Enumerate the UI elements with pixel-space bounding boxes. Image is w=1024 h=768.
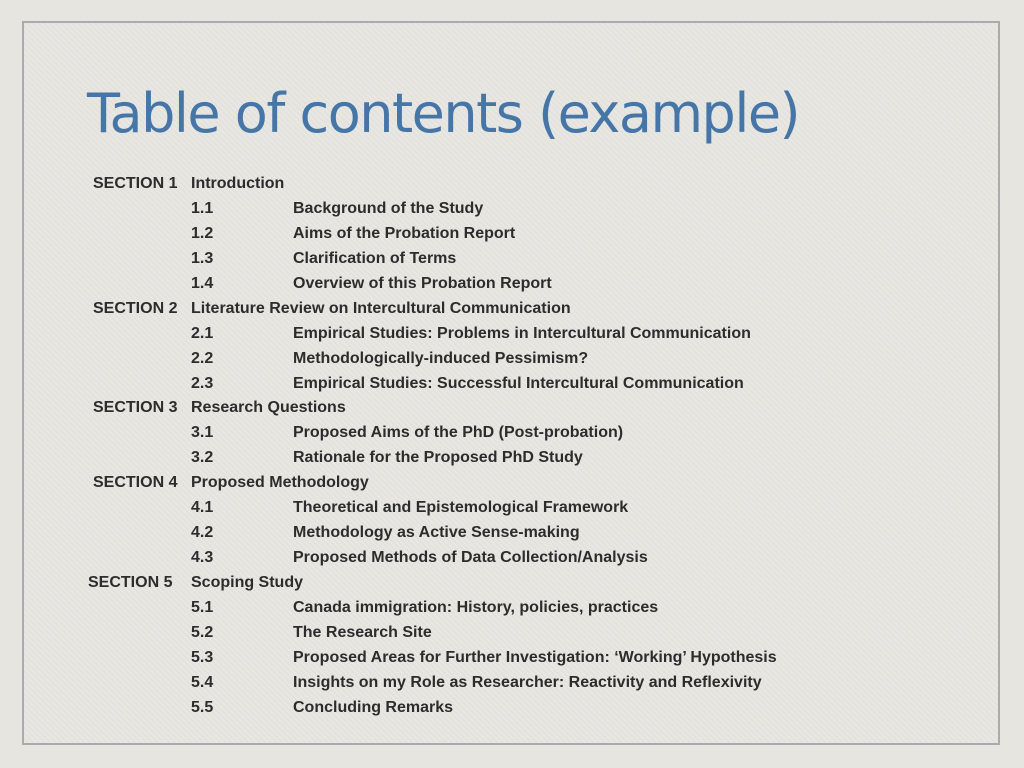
item-number: 2.3 [191, 374, 214, 392]
item-number: 1.2 [191, 224, 214, 242]
toc-item-row [88, 546, 988, 571]
section-title: Introduction [191, 175, 285, 192]
item-title: Proposed Areas for Further Investigation: ‘Working’ Hypothesis [293, 648, 777, 666]
item-title: Methodology as Active Sense-making [293, 524, 580, 542]
section-title: Scoping Study [191, 574, 303, 591]
item-title: The Research Site [293, 623, 432, 641]
item-number: 4.2 [191, 524, 214, 542]
toc-item-row [88, 222, 988, 247]
item-number: 5.5 [191, 698, 214, 716]
toc-item-row [88, 372, 988, 397]
item-number: 5.2 [191, 623, 214, 641]
item-title: Rationale for the Proposed PhD Study [293, 449, 583, 467]
toc-item-row [88, 696, 988, 721]
toc-section-row [88, 297, 988, 322]
toc-item-row [88, 496, 988, 521]
toc-item-row [88, 646, 988, 671]
section-label: SECTION 3 [93, 399, 178, 417]
toc-item-row [88, 421, 988, 446]
item-number: 2.2 [191, 349, 214, 367]
section-label: SECTION 4 [93, 474, 178, 492]
toc-item-row [88, 322, 988, 347]
item-number: 1.3 [191, 249, 214, 267]
toc-item-row [88, 446, 988, 471]
toc-item-row [88, 596, 988, 621]
item-title: Insights on my Role as Researcher: Reactivity and Reflexivity [293, 673, 762, 691]
item-number: 4.1 [191, 499, 214, 517]
item-number: 5.3 [191, 648, 214, 666]
item-title: Aims of the Probation Report [293, 224, 516, 242]
toc-section-row [88, 396, 988, 421]
section-label: SECTION 1 [93, 175, 178, 192]
item-number: 5.1 [191, 598, 214, 616]
item-number: 1.4 [191, 274, 214, 292]
item-title: Proposed Aims of the PhD (Post-probation) [293, 424, 624, 442]
section-title: Research Questions [191, 399, 346, 417]
item-number: 5.4 [191, 673, 214, 691]
section-title: Literature Review on Intercultural Communication [191, 299, 571, 317]
item-title: Empirical Studies: Problems in Intercultural Communication [293, 324, 751, 342]
item-number: 3.2 [191, 449, 214, 467]
toc-item-row [88, 671, 988, 696]
item-title: Empirical Studies: Successful Intercultural Communication [293, 374, 744, 392]
item-title: Background of the Study [293, 199, 484, 217]
toc-item-row [88, 272, 988, 297]
toc-item-row [88, 247, 988, 272]
item-title: Overview of this Probation Report [293, 274, 552, 292]
toc-item-row [88, 197, 988, 222]
toc-item-row [88, 621, 988, 646]
item-number: 4.3 [191, 549, 214, 567]
section-title: Proposed Methodology [191, 474, 369, 492]
toc-item-row [88, 521, 988, 546]
toc-section-row [88, 571, 988, 596]
item-title: Concluding Remarks [293, 698, 454, 716]
item-title: Proposed Methods of Data Collection/Analysis [293, 549, 648, 567]
item-number: 2.1 [191, 324, 214, 342]
toc-section-row [88, 172, 988, 197]
slide-title: Table of contents (example) [87, 82, 800, 145]
item-title: Clarification of Terms [293, 249, 457, 267]
toc-item-row [88, 347, 988, 372]
item-title: Theoretical and Epistemological Framework [293, 499, 629, 517]
item-title: Canada immigration: History, policies, practices [293, 598, 659, 616]
item-number: 3.1 [191, 424, 214, 442]
item-title: Methodologically-induced Pessimism? [293, 349, 589, 367]
item-number: 1.1 [191, 199, 214, 217]
table-of-contents [88, 172, 988, 721]
section-label: SECTION 5 [88, 574, 173, 591]
section-label: SECTION 2 [93, 299, 178, 317]
toc-section-row [88, 471, 988, 496]
